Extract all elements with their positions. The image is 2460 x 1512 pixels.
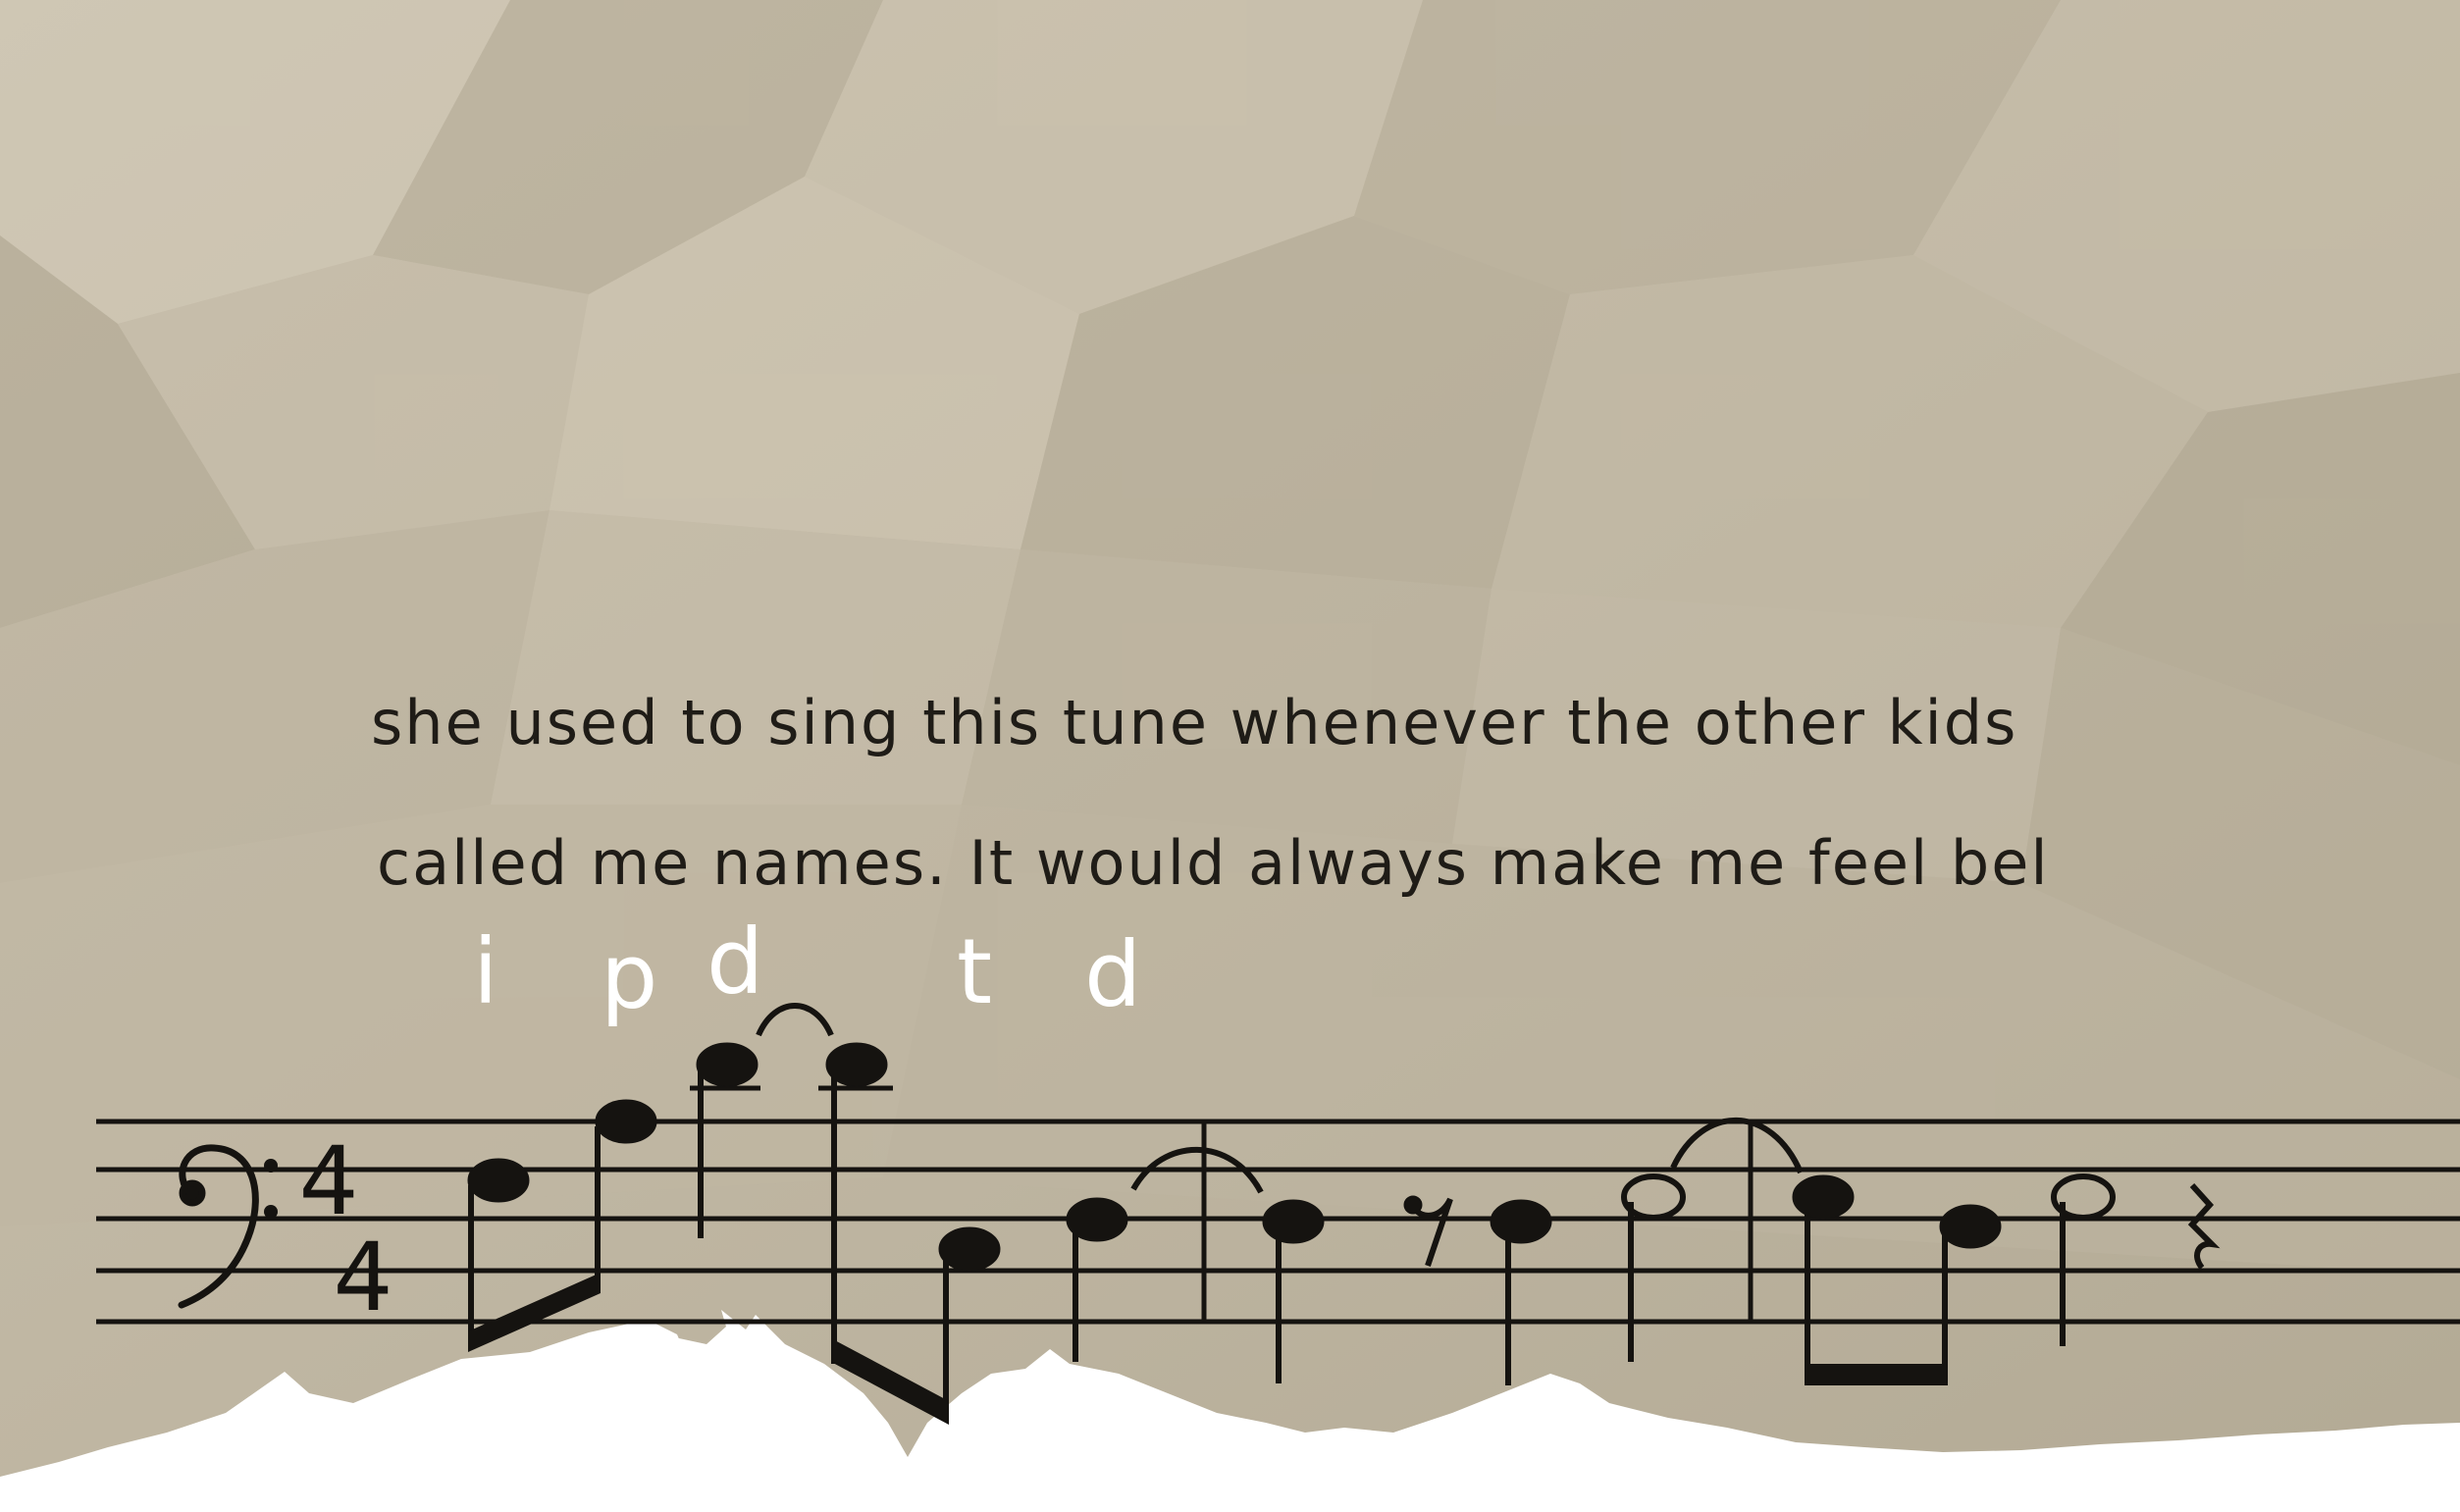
note-beam bbox=[1805, 1364, 1948, 1385]
time-signature-top: 4 bbox=[298, 1126, 359, 1236]
note-head bbox=[1491, 1200, 1551, 1243]
annotation-letter-4: t bbox=[957, 919, 993, 1024]
lyric-line-1: she used to sing this tune whenever the other kids bbox=[371, 687, 2018, 758]
note-head bbox=[1263, 1200, 1324, 1243]
time-signature-bottom: 4 bbox=[333, 1223, 393, 1332]
annotation-letter-3: d bbox=[707, 910, 764, 1015]
note-head bbox=[1793, 1175, 1854, 1219]
note-head bbox=[596, 1100, 656, 1143]
note-head bbox=[468, 1159, 529, 1202]
note-head bbox=[1940, 1205, 2001, 1248]
annotation-letter-1: i bbox=[473, 919, 498, 1024]
annotation-letter-2: p bbox=[601, 924, 658, 1029]
lyric-line-2: called me names. It would always make me feel bel bbox=[377, 827, 2050, 899]
annotation-letter-5: d bbox=[1084, 922, 1142, 1027]
note-head bbox=[697, 1043, 758, 1086]
